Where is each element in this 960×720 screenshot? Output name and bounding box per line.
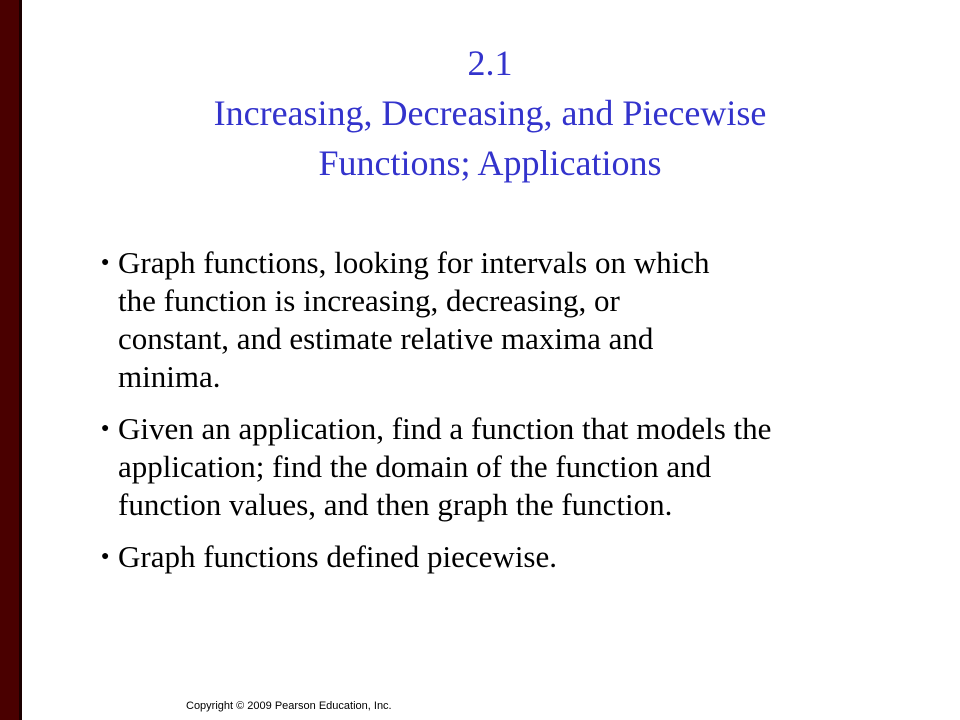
bullet-text-line: application; find the domain of the function and — [118, 449, 712, 484]
side-bar-decoration — [0, 0, 22, 720]
slide-title — [90, 38, 890, 188]
bullet-text-line: Graph functions, looking for intervals on which — [118, 245, 710, 280]
list-item — [101, 538, 928, 576]
bullet-text-line: the function is increasing, decreasing, or — [118, 283, 620, 318]
list-item — [101, 410, 928, 524]
bullet-text-line: constant, and estimate relative maxima and — [118, 321, 654, 356]
bullet-dot-icon: ● — [101, 421, 110, 436]
bullet-text-line: function values, and then graph the function. — [118, 487, 673, 522]
copyright-footer: Copyright © 2009 Pearson Education, Inc. — [186, 700, 392, 712]
bullet-dot-icon: ● — [101, 549, 110, 564]
bullet-text-line: minima. — [118, 359, 221, 394]
title-line-sub: Functions; Applications — [318, 143, 662, 183]
title-line-section-number: 2.1 — [467, 43, 513, 83]
bullet-dot-icon: ● — [101, 255, 110, 270]
bullet-text-line: Graph functions defined piecewise. — [118, 539, 558, 574]
title-line-main: Increasing, Decreasing, and Piecewise — [213, 93, 767, 133]
bullet-text-line: Given an application, find a function that models the — [118, 411, 772, 446]
list-item — [101, 244, 928, 396]
objectives-list — [101, 244, 928, 590]
